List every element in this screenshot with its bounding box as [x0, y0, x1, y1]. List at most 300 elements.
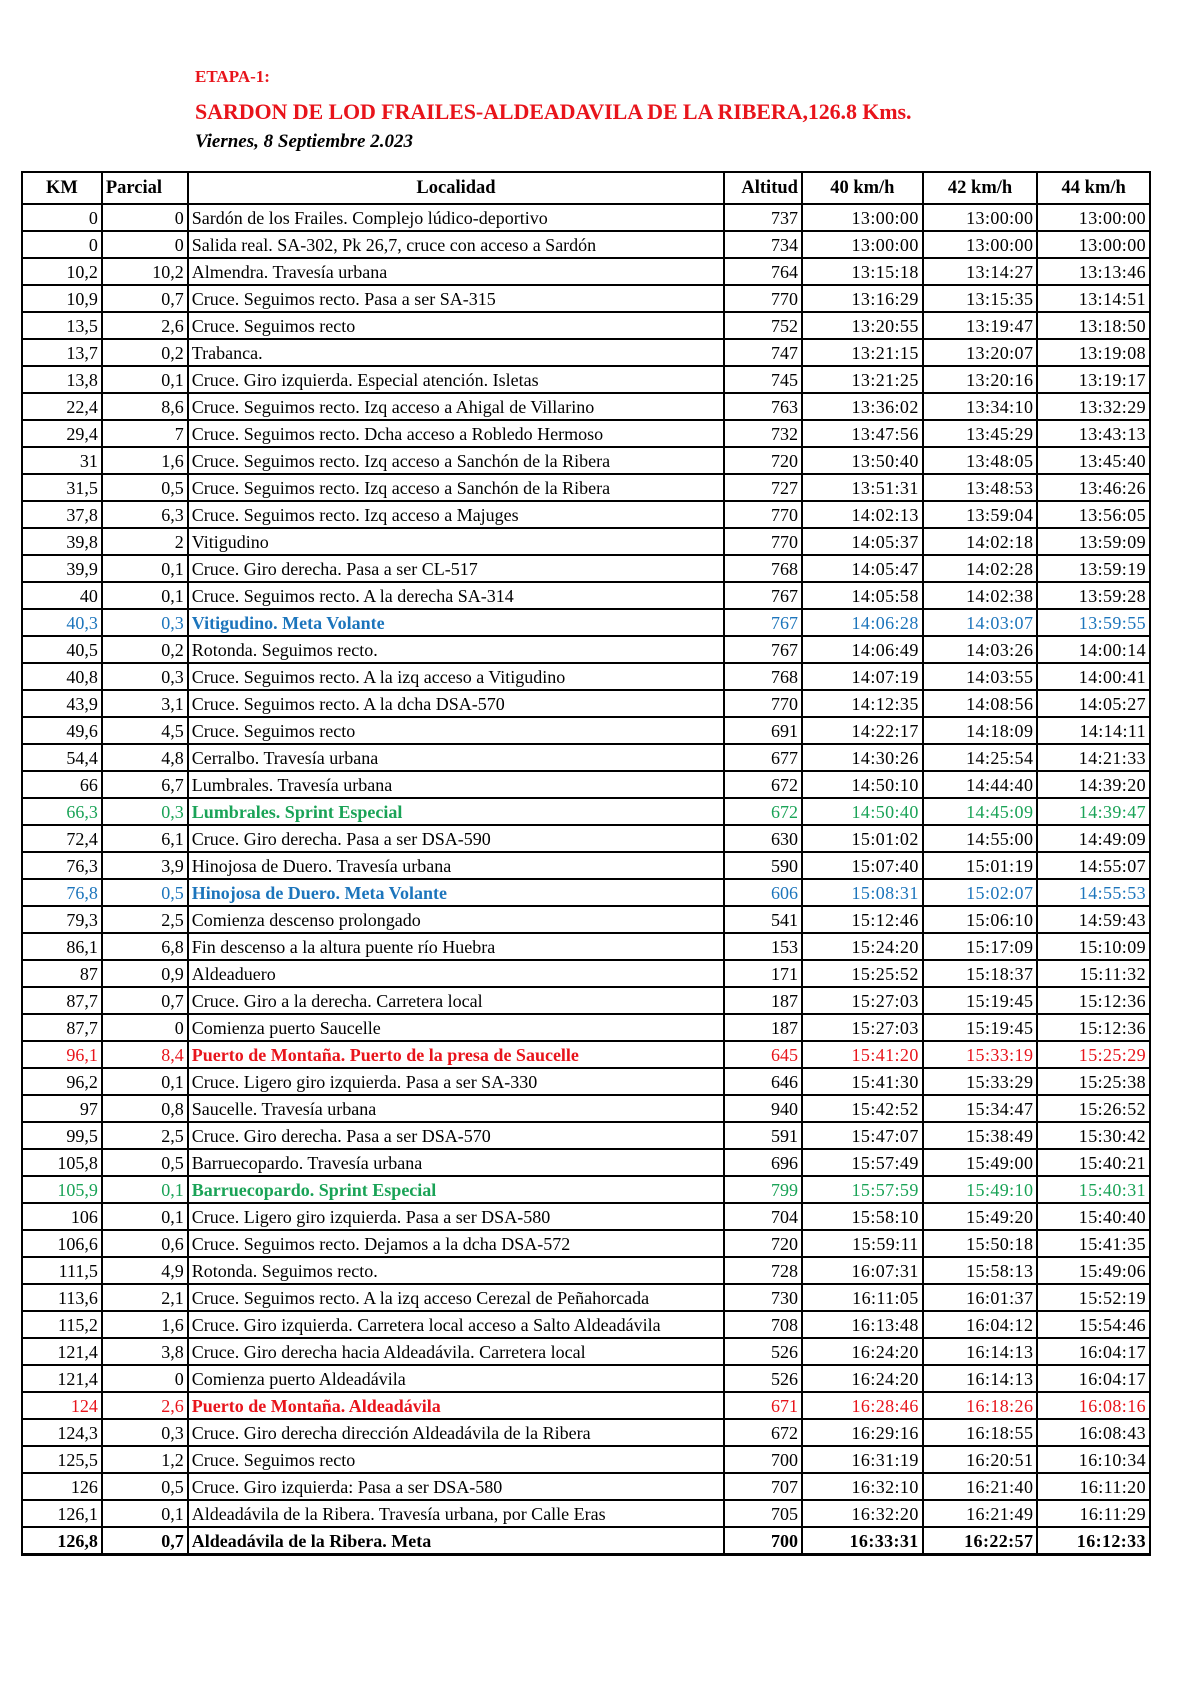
cell-localidad: Cruce. Seguimos recto. A la izq acceso a Vitigudino — [188, 663, 724, 690]
cell-time-40kmh: 16:24:20 — [802, 1365, 923, 1392]
table-row — [22, 1257, 1150, 1284]
table-row — [22, 447, 1150, 474]
cell-km: 40,3 — [22, 609, 102, 636]
cell-time-40kmh: 15:42:52 — [802, 1095, 923, 1122]
cell-km: 22,4 — [22, 393, 102, 420]
table-row — [22, 258, 1150, 285]
cell-time-44kmh: 14:14:11 — [1037, 717, 1150, 744]
cell-altitud: 767 — [724, 636, 802, 663]
cell-time-44kmh: 13:56:05 — [1037, 501, 1150, 528]
cell-parcial: 2,5 — [102, 906, 188, 933]
cell-time-42kmh: 16:21:40 — [923, 1473, 1038, 1500]
cell-parcial: 6,7 — [102, 771, 188, 798]
table-row — [22, 312, 1150, 339]
cell-localidad: Barruecopardo. Travesía urbana — [188, 1149, 724, 1176]
cell-parcial: 0,1 — [102, 1176, 188, 1203]
cell-parcial: 0,8 — [102, 1095, 188, 1122]
cell-km: 106,6 — [22, 1230, 102, 1257]
cell-time-44kmh: 15:12:36 — [1037, 987, 1150, 1014]
cell-localidad: Cruce. Seguimos recto. Izq acceso a Majuges — [188, 501, 724, 528]
table-row — [22, 528, 1150, 555]
cell-time-44kmh: 15:41:35 — [1037, 1230, 1150, 1257]
cell-time-44kmh: 13:59:28 — [1037, 582, 1150, 609]
cell-time-40kmh: 15:47:07 — [802, 1122, 923, 1149]
cell-localidad: Cruce. Seguimos recto — [188, 717, 724, 744]
cell-time-40kmh: 14:30:26 — [802, 744, 923, 771]
table-row — [22, 339, 1150, 366]
cell-parcial: 1,2 — [102, 1446, 188, 1473]
cell-time-40kmh: 15:58:10 — [802, 1203, 923, 1230]
table-row — [22, 852, 1150, 879]
cell-km: 40,8 — [22, 663, 102, 690]
cell-km: 121,4 — [22, 1338, 102, 1365]
cell-parcial: 0,3 — [102, 1419, 188, 1446]
cell-parcial: 2,1 — [102, 1284, 188, 1311]
cell-altitud: 734 — [724, 231, 802, 258]
cell-altitud: 672 — [724, 798, 802, 825]
cell-localidad: Cruce. Giro derecha. Pasa a ser DSA-570 — [188, 1122, 724, 1149]
table-row — [22, 636, 1150, 663]
cell-localidad: Cruce. Seguimos recto. Pasa a ser SA-315 — [188, 285, 724, 312]
cell-km: 72,4 — [22, 825, 102, 852]
cell-time-44kmh: 14:55:07 — [1037, 852, 1150, 879]
cell-altitud: 677 — [724, 744, 802, 771]
column-header-km: KM — [22, 172, 102, 204]
cell-time-40kmh: 14:05:37 — [802, 528, 923, 555]
cell-time-44kmh: 16:04:17 — [1037, 1365, 1150, 1392]
cell-time-44kmh: 15:40:31 — [1037, 1176, 1150, 1203]
cell-time-40kmh: 14:05:47 — [802, 555, 923, 582]
cell-km: 76,3 — [22, 852, 102, 879]
cell-localidad: Cruce. Ligero giro izquierda. Pasa a ser SA-330 — [188, 1068, 724, 1095]
cell-localidad: Cruce. Seguimos recto. A la derecha SA-314 — [188, 582, 724, 609]
table-row — [22, 663, 1150, 690]
cell-parcial: 0,1 — [102, 555, 188, 582]
cell-time-42kmh: 13:14:27 — [923, 258, 1038, 285]
cell-km: 126,8 — [22, 1527, 102, 1555]
cell-km: 39,9 — [22, 555, 102, 582]
cell-time-40kmh: 15:12:46 — [802, 906, 923, 933]
cell-time-44kmh: 13:18:50 — [1037, 312, 1150, 339]
table-row — [22, 1122, 1150, 1149]
cell-km: 0 — [22, 204, 102, 231]
cell-altitud: 720 — [724, 447, 802, 474]
cell-km: 79,3 — [22, 906, 102, 933]
cell-altitud: 747 — [724, 339, 802, 366]
cell-altitud: 770 — [724, 501, 802, 528]
cell-time-42kmh: 15:49:20 — [923, 1203, 1038, 1230]
cell-time-44kmh: 16:10:34 — [1037, 1446, 1150, 1473]
cell-time-42kmh: 14:02:28 — [923, 555, 1038, 582]
cell-km: 37,8 — [22, 501, 102, 528]
cell-time-40kmh: 13:00:00 — [802, 204, 923, 231]
cell-km: 124,3 — [22, 1419, 102, 1446]
cell-time-42kmh: 14:25:54 — [923, 744, 1038, 771]
cell-time-42kmh: 16:22:57 — [923, 1527, 1038, 1555]
cell-time-42kmh: 13:00:00 — [923, 231, 1038, 258]
cell-time-44kmh: 15:10:09 — [1037, 933, 1150, 960]
cell-localidad: Aldeadávila de la Ribera. Travesía urbana, por Calle Eras — [188, 1500, 724, 1527]
cell-time-42kmh: 16:18:26 — [923, 1392, 1038, 1419]
cell-parcial: 0,9 — [102, 960, 188, 987]
cell-altitud: 705 — [724, 1500, 802, 1527]
cell-km: 87,7 — [22, 987, 102, 1014]
cell-localidad: Aldeaduero — [188, 960, 724, 987]
cell-time-44kmh: 16:11:29 — [1037, 1500, 1150, 1527]
cell-localidad: Cruce. Giro derecha. Pasa a ser CL-517 — [188, 555, 724, 582]
cell-parcial: 0 — [102, 1014, 188, 1041]
cell-localidad: Lumbrales. Sprint Especial — [188, 798, 724, 825]
cell-time-40kmh: 15:59:11 — [802, 1230, 923, 1257]
cell-km: 29,4 — [22, 420, 102, 447]
cell-time-42kmh: 13:15:35 — [923, 285, 1038, 312]
cell-time-40kmh: 14:50:40 — [802, 798, 923, 825]
document-header — [195, 66, 911, 156]
cell-time-42kmh: 14:45:09 — [923, 798, 1038, 825]
cell-altitud: 171 — [724, 960, 802, 987]
cell-time-44kmh: 13:13:46 — [1037, 258, 1150, 285]
cell-time-40kmh: 16:13:48 — [802, 1311, 923, 1338]
cell-time-40kmh: 14:05:58 — [802, 582, 923, 609]
cell-time-40kmh: 14:50:10 — [802, 771, 923, 798]
table-row — [22, 1365, 1150, 1392]
cell-parcial: 0,7 — [102, 1527, 188, 1555]
cell-km: 111,5 — [22, 1257, 102, 1284]
table-row — [22, 285, 1150, 312]
cell-parcial: 8,4 — [102, 1041, 188, 1068]
cell-parcial: 0,3 — [102, 609, 188, 636]
cell-time-40kmh: 15:41:20 — [802, 1041, 923, 1068]
cell-time-44kmh: 13:19:08 — [1037, 339, 1150, 366]
cell-altitud: 541 — [724, 906, 802, 933]
cell-time-42kmh: 13:34:10 — [923, 393, 1038, 420]
cell-time-40kmh: 14:07:19 — [802, 663, 923, 690]
cell-time-42kmh: 14:02:38 — [923, 582, 1038, 609]
cell-km: 13,7 — [22, 339, 102, 366]
cell-km: 10,9 — [22, 285, 102, 312]
table-row — [22, 987, 1150, 1014]
cell-time-44kmh: 13:14:51 — [1037, 285, 1150, 312]
table-row — [22, 960, 1150, 987]
cell-altitud: 770 — [724, 528, 802, 555]
cell-parcial: 0 — [102, 231, 188, 258]
cell-km: 40,5 — [22, 636, 102, 663]
cell-time-42kmh: 15:34:47 — [923, 1095, 1038, 1122]
cell-time-44kmh: 16:04:17 — [1037, 1338, 1150, 1365]
cell-time-44kmh: 13:00:00 — [1037, 204, 1150, 231]
cell-time-42kmh: 15:49:10 — [923, 1176, 1038, 1203]
cell-altitud: 767 — [724, 582, 802, 609]
cell-km: 106 — [22, 1203, 102, 1230]
cell-time-42kmh: 16:21:49 — [923, 1500, 1038, 1527]
cell-altitud: 187 — [724, 987, 802, 1014]
cell-altitud: 704 — [724, 1203, 802, 1230]
cell-time-42kmh: 15:18:37 — [923, 960, 1038, 987]
cell-altitud: 737 — [724, 204, 802, 231]
cell-altitud: 590 — [724, 852, 802, 879]
cell-localidad: Cruce. Seguimos recto. A la dcha DSA-570 — [188, 690, 724, 717]
table-row — [22, 366, 1150, 393]
cell-time-40kmh: 13:15:18 — [802, 258, 923, 285]
table-row — [22, 393, 1150, 420]
cell-localidad: Cruce. Seguimos recto. Izq acceso a Sanchón de la Ribera — [188, 447, 724, 474]
cell-localidad: Cruce. Seguimos recto — [188, 312, 724, 339]
cell-parcial: 0,1 — [102, 1500, 188, 1527]
cell-parcial: 0,6 — [102, 1230, 188, 1257]
cell-parcial: 0,2 — [102, 636, 188, 663]
cell-km: 76,8 — [22, 879, 102, 906]
cell-time-44kmh: 15:40:40 — [1037, 1203, 1150, 1230]
cell-time-44kmh: 13:32:29 — [1037, 393, 1150, 420]
table-row-mountain — [22, 1392, 1150, 1419]
table-row — [22, 231, 1150, 258]
cell-localidad: Comienza puerto Saucelle — [188, 1014, 724, 1041]
cell-parcial: 6,3 — [102, 501, 188, 528]
cell-time-42kmh: 14:02:18 — [923, 528, 1038, 555]
cell-time-44kmh: 13:59:19 — [1037, 555, 1150, 582]
table-row — [22, 204, 1150, 231]
cell-time-42kmh: 15:58:13 — [923, 1257, 1038, 1284]
cell-altitud: 767 — [724, 609, 802, 636]
cell-time-42kmh: 14:03:55 — [923, 663, 1038, 690]
cell-time-40kmh: 16:33:31 — [802, 1527, 923, 1555]
cell-altitud: 720 — [724, 1230, 802, 1257]
cell-km: 54,4 — [22, 744, 102, 771]
cell-localidad: Rotonda. Seguimos recto. — [188, 636, 724, 663]
cell-km: 115,2 — [22, 1311, 102, 1338]
cell-time-44kmh: 13:45:40 — [1037, 447, 1150, 474]
table-row-meta — [22, 609, 1150, 636]
cell-parcial: 4,8 — [102, 744, 188, 771]
cell-km: 113,6 — [22, 1284, 102, 1311]
cell-parcial: 1,6 — [102, 447, 188, 474]
cell-time-44kmh: 14:55:53 — [1037, 879, 1150, 906]
cell-km: 0 — [22, 231, 102, 258]
cell-localidad: Trabanca. — [188, 339, 724, 366]
cell-time-44kmh: 13:19:17 — [1037, 366, 1150, 393]
cell-parcial: 0,1 — [102, 582, 188, 609]
cell-localidad: Cruce. Seguimos recto. Izq acceso a Sanchón de la Ribera — [188, 474, 724, 501]
cell-altitud: 768 — [724, 555, 802, 582]
cell-altitud: 696 — [724, 1149, 802, 1176]
table-row — [22, 1230, 1150, 1257]
cell-parcial: 0,5 — [102, 879, 188, 906]
cell-parcial: 3,8 — [102, 1338, 188, 1365]
cell-km: 13,5 — [22, 312, 102, 339]
table-row — [22, 1311, 1150, 1338]
table-row — [22, 1284, 1150, 1311]
cell-altitud: 526 — [724, 1338, 802, 1365]
cell-parcial: 0 — [102, 1365, 188, 1392]
cell-time-40kmh: 13:20:55 — [802, 312, 923, 339]
cell-time-40kmh: 16:32:20 — [802, 1500, 923, 1527]
cell-altitud: 630 — [724, 825, 802, 852]
cell-time-40kmh: 15:27:03 — [802, 987, 923, 1014]
cell-parcial: 2 — [102, 528, 188, 555]
cell-localidad: Rotonda. Seguimos recto. — [188, 1257, 724, 1284]
cell-localidad: Cruce. Seguimos recto — [188, 1446, 724, 1473]
cell-altitud: 745 — [724, 366, 802, 393]
cell-parcial: 0,1 — [102, 1203, 188, 1230]
cell-parcial: 4,9 — [102, 1257, 188, 1284]
table-row — [22, 1446, 1150, 1473]
cell-parcial: 0,5 — [102, 1473, 188, 1500]
cell-time-42kmh: 15:06:10 — [923, 906, 1038, 933]
cell-time-40kmh: 13:47:56 — [802, 420, 923, 447]
cell-time-42kmh: 14:18:09 — [923, 717, 1038, 744]
table-header-row — [22, 172, 1150, 204]
cell-altitud: 153 — [724, 933, 802, 960]
cell-time-42kmh: 15:33:19 — [923, 1041, 1038, 1068]
cell-km: 13,8 — [22, 366, 102, 393]
cell-localidad: Puerto de Montaña. Aldeadávila — [188, 1392, 724, 1419]
table-row — [22, 1500, 1150, 1527]
cell-time-42kmh: 15:49:00 — [923, 1149, 1038, 1176]
cell-altitud: 606 — [724, 879, 802, 906]
cell-km: 121,4 — [22, 1365, 102, 1392]
cell-parcial: 2,6 — [102, 312, 188, 339]
cell-km: 66,3 — [22, 798, 102, 825]
cell-parcial: 7 — [102, 420, 188, 447]
cell-parcial: 0 — [102, 204, 188, 231]
cell-localidad: Lumbrales. Travesía urbana — [188, 771, 724, 798]
cell-time-42kmh: 13:59:04 — [923, 501, 1038, 528]
cell-altitud: 728 — [724, 1257, 802, 1284]
cell-altitud: 671 — [724, 1392, 802, 1419]
cell-altitud: 691 — [724, 717, 802, 744]
cell-time-44kmh: 15:26:52 — [1037, 1095, 1150, 1122]
cell-time-44kmh: 15:49:06 — [1037, 1257, 1150, 1284]
cell-localidad: Cruce. Giro derecha. Pasa a ser DSA-590 — [188, 825, 724, 852]
cell-time-40kmh: 13:21:25 — [802, 366, 923, 393]
cell-km: 31,5 — [22, 474, 102, 501]
cell-time-44kmh: 13:00:00 — [1037, 231, 1150, 258]
cell-time-40kmh: 15:24:20 — [802, 933, 923, 960]
cell-time-42kmh: 13:19:47 — [923, 312, 1038, 339]
cell-localidad: Cruce. Giro derecha dirección Aldeadávila de la Ribera — [188, 1419, 724, 1446]
cell-localidad: Comienza puerto Aldeadávila — [188, 1365, 724, 1392]
cell-time-44kmh: 14:39:47 — [1037, 798, 1150, 825]
cell-time-40kmh: 15:07:40 — [802, 852, 923, 879]
cell-time-40kmh: 15:41:30 — [802, 1068, 923, 1095]
cell-time-42kmh: 15:19:45 — [923, 1014, 1038, 1041]
cell-localidad: Cruce. Seguimos recto. Izq acceso a Ahigal de Villarino — [188, 393, 724, 420]
cell-localidad: Barruecopardo. Sprint Especial — [188, 1176, 724, 1203]
cell-km: 126,1 — [22, 1500, 102, 1527]
cell-time-42kmh: 13:45:29 — [923, 420, 1038, 447]
cell-altitud: 727 — [724, 474, 802, 501]
cell-time-40kmh: 15:01:02 — [802, 825, 923, 852]
cell-km: 124 — [22, 1392, 102, 1419]
cell-time-42kmh: 16:14:13 — [923, 1365, 1038, 1392]
cell-time-44kmh: 13:59:09 — [1037, 528, 1150, 555]
cell-time-42kmh: 14:44:40 — [923, 771, 1038, 798]
stage-title: SARDON DE LOD FRAILES-ALDEADAVILA DE LA RIBERA,126.8 Kms. — [195, 99, 912, 124]
cell-time-44kmh: 16:08:43 — [1037, 1419, 1150, 1446]
cell-time-40kmh: 16:28:46 — [802, 1392, 923, 1419]
cell-localidad: Cruce. Seguimos recto. Dejamos a la dcha DSA-572 — [188, 1230, 724, 1257]
cell-km: 97 — [22, 1095, 102, 1122]
table-row — [22, 420, 1150, 447]
cell-localidad: Vitigudino — [188, 528, 724, 555]
cell-time-44kmh: 13:43:13 — [1037, 420, 1150, 447]
cell-km: 49,6 — [22, 717, 102, 744]
cell-altitud: 768 — [724, 663, 802, 690]
column-header-44kmh: 44 km/h — [1037, 172, 1150, 204]
table-row — [22, 555, 1150, 582]
cell-localidad: Puerto de Montaña. Puerto de la presa de Saucelle — [188, 1041, 724, 1068]
cell-km: 39,8 — [22, 528, 102, 555]
cell-altitud: 526 — [724, 1365, 802, 1392]
cell-time-42kmh: 13:48:53 — [923, 474, 1038, 501]
cell-time-42kmh: 15:38:49 — [923, 1122, 1038, 1149]
cell-parcial: 2,5 — [102, 1122, 188, 1149]
cell-localidad: Cruce. Seguimos recto. A la izq acceso Cerezal de Peñahorcada — [188, 1284, 724, 1311]
cell-time-40kmh: 15:08:31 — [802, 879, 923, 906]
table-row — [22, 771, 1150, 798]
cell-parcial: 2,6 — [102, 1392, 188, 1419]
cell-time-44kmh: 16:08:16 — [1037, 1392, 1150, 1419]
cell-localidad: Aldeadávila de la Ribera. Meta — [188, 1527, 724, 1555]
cell-km: 66 — [22, 771, 102, 798]
cell-time-44kmh: 15:54:46 — [1037, 1311, 1150, 1338]
cell-km: 96,1 — [22, 1041, 102, 1068]
cell-time-40kmh: 14:06:28 — [802, 609, 923, 636]
cell-time-42kmh: 14:08:56 — [923, 690, 1038, 717]
cell-km: 105,8 — [22, 1149, 102, 1176]
cell-time-42kmh: 16:01:37 — [923, 1284, 1038, 1311]
cell-km: 40 — [22, 582, 102, 609]
cell-time-42kmh: 13:00:00 — [923, 204, 1038, 231]
stage-date: Viernes, 8 Septiembre 2.023 — [195, 131, 413, 152]
cell-km: 96,2 — [22, 1068, 102, 1095]
cell-localidad: Cerralbo. Travesía urbana — [188, 744, 724, 771]
table-row — [22, 825, 1150, 852]
cell-altitud: 763 — [724, 393, 802, 420]
cell-localidad: Cruce. Ligero giro izquierda. Pasa a ser DSA-580 — [188, 1203, 724, 1230]
cell-time-44kmh: 15:40:21 — [1037, 1149, 1150, 1176]
cell-time-44kmh: 15:12:36 — [1037, 1014, 1150, 1041]
cell-time-44kmh: 14:39:20 — [1037, 771, 1150, 798]
cell-km: 125,5 — [22, 1446, 102, 1473]
table-row — [22, 1203, 1150, 1230]
cell-time-40kmh: 16:07:31 — [802, 1257, 923, 1284]
table-row — [22, 1338, 1150, 1365]
cell-km: 126 — [22, 1473, 102, 1500]
cell-localidad: Saucelle. Travesía urbana — [188, 1095, 724, 1122]
cell-time-40kmh: 14:06:49 — [802, 636, 923, 663]
cell-time-42kmh: 14:03:26 — [923, 636, 1038, 663]
cell-parcial: 4,5 — [102, 717, 188, 744]
cell-time-42kmh: 15:02:07 — [923, 879, 1038, 906]
cell-time-42kmh: 13:20:16 — [923, 366, 1038, 393]
cell-time-40kmh: 13:00:00 — [802, 231, 923, 258]
table-row — [22, 933, 1150, 960]
cell-localidad: Vitigudino. Meta Volante — [188, 609, 724, 636]
column-header-parcial: Parcial — [102, 172, 188, 204]
table-row — [22, 1095, 1150, 1122]
cell-parcial: 3,1 — [102, 690, 188, 717]
cell-time-40kmh: 14:22:17 — [802, 717, 923, 744]
table-row — [22, 717, 1150, 744]
cell-altitud: 700 — [724, 1527, 802, 1555]
cell-km: 87,7 — [22, 1014, 102, 1041]
cell-time-42kmh: 15:50:18 — [923, 1230, 1038, 1257]
cell-localidad: Cruce. Giro izquierda: Pasa a ser DSA-580 — [188, 1473, 724, 1500]
table-row — [22, 1419, 1150, 1446]
cell-time-44kmh: 15:25:29 — [1037, 1041, 1150, 1068]
cell-time-40kmh: 16:24:20 — [802, 1338, 923, 1365]
